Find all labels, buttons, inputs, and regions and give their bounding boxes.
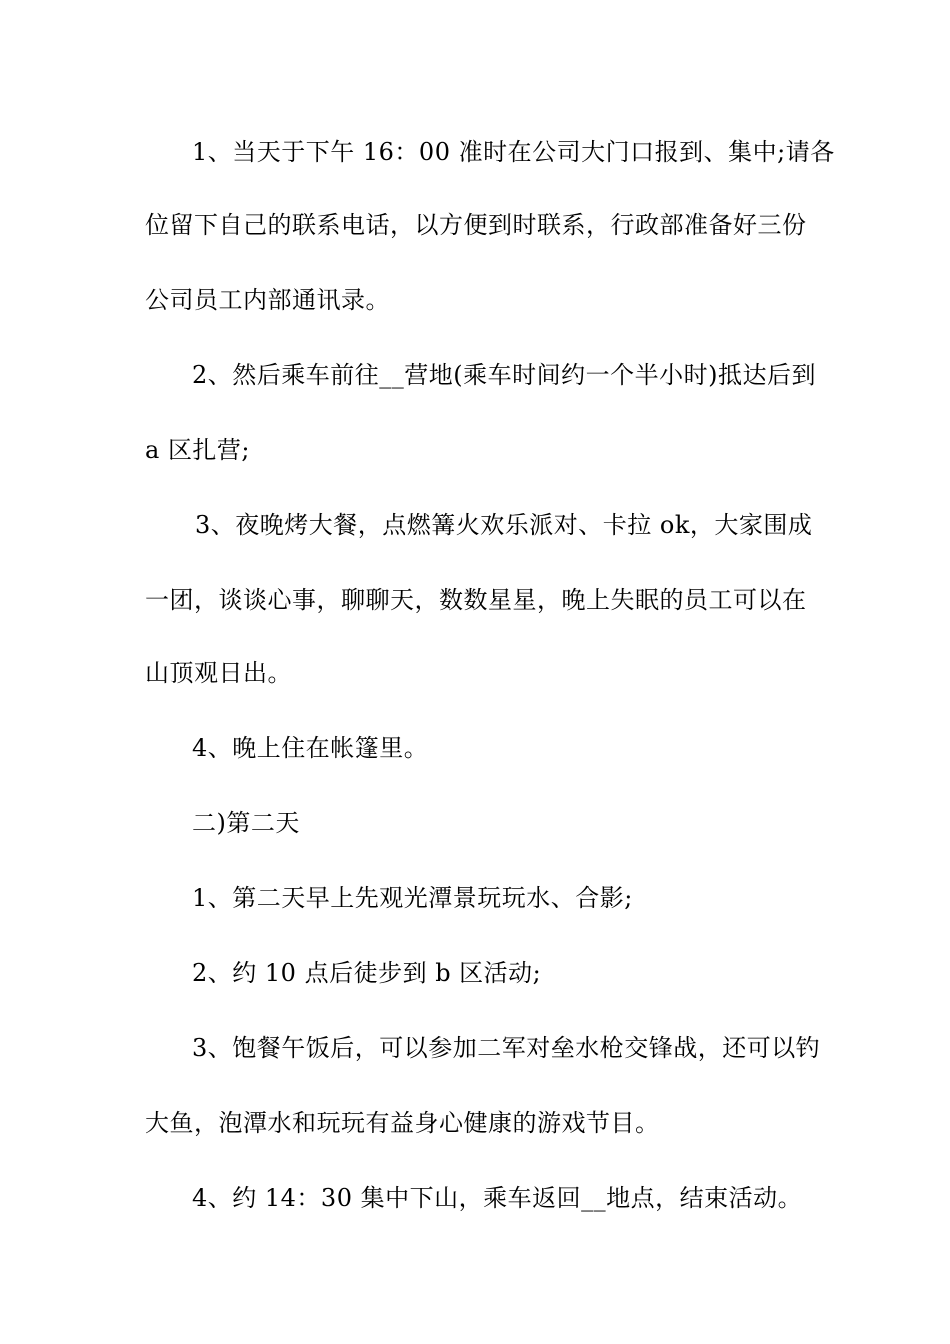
paragraph-day1-item3-line3: 山顶观日出。	[145, 659, 292, 687]
paragraph-day1-item3-line2: 一团，谈谈心事，聊聊天，数数星星，晚上失眠的员工可以在	[145, 586, 807, 614]
paragraph-day1-item1-line3: 公司员工内部通讯录。	[145, 286, 390, 314]
section-heading-day2: 二)第二天	[192, 809, 300, 837]
paragraph-day2-item1: 1、第二天早上先观光潭景玩玩水、合影;	[192, 884, 633, 912]
paragraph-day2-item4: 4、约 14：30 集中下山，乘车返回__地点，结束活动。	[192, 1184, 803, 1212]
paragraph-day1-item2-line1: 2、然后乘车前往__营地(乘车时间约一个半小时)抵达后到	[192, 361, 816, 389]
paragraph-day1-item3-line1: 3、夜晚烤大餐，点燃篝火欢乐派对、卡拉 ok，大家围成	[195, 511, 813, 539]
paragraph-day2-item3-line2: 大鱼，泡潭水和玩玩有益身心健康的游戏节目。	[145, 1109, 660, 1137]
paragraph-day1-item1-line2: 位留下自己的联系电话，以方便到时联系，行政部准备好三份	[145, 211, 807, 239]
paragraph-day1-item1-line1: 1、当天于下午 16：00 准时在公司大门口报到、集中;请各	[192, 138, 835, 166]
paragraph-day1-item2-line2: a 区扎营;	[145, 436, 251, 464]
paragraph-day2-item2: 2、约 10 点后徒步到 b 区活动;	[192, 959, 542, 987]
paragraph-day1-item4: 4、晚上住在帐篷里。	[192, 734, 429, 762]
paragraph-day2-item3-line1: 3、饱餐午饭后，可以参加二军对垒水枪交锋战，还可以钓	[192, 1034, 821, 1062]
